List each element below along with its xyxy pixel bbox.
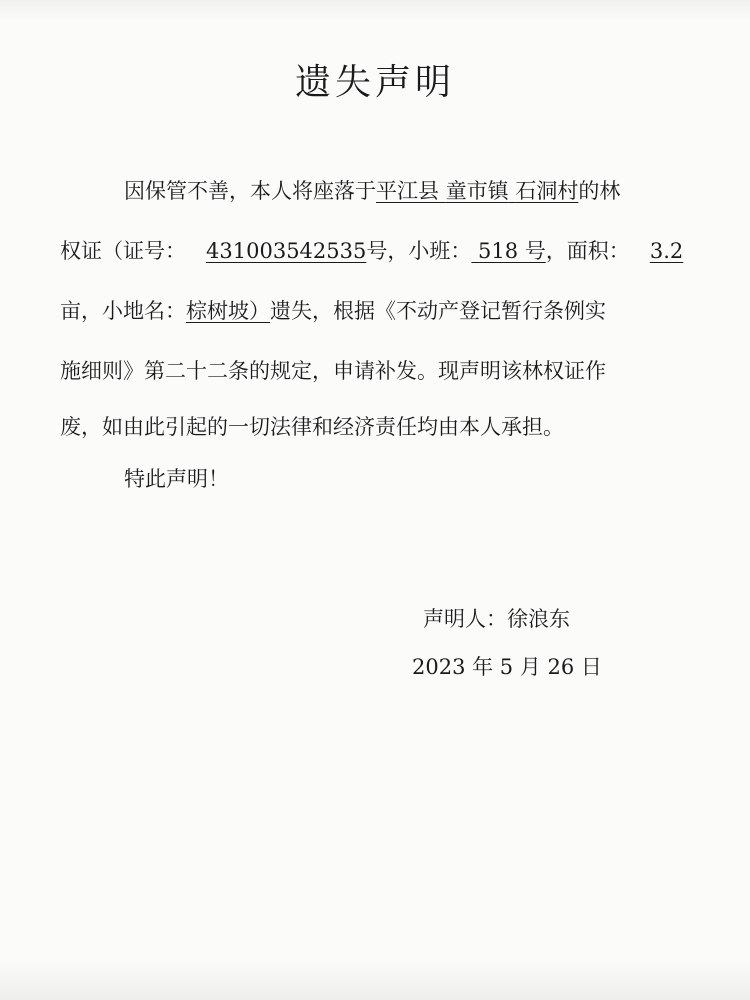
body-line-5: 废，如由此引起的一切法律和经济责任均由本人承担。 [60, 415, 564, 439]
underline-space [439, 179, 446, 203]
body-line-4: 施细则》第二十二条的规定，申请补发。现声明该林权证作 [60, 359, 606, 383]
town-name: 童市镇 [445, 179, 509, 203]
body-text: 因保管不善，本人将座落于 [124, 179, 376, 203]
body-text: 权证（证号： [60, 239, 186, 263]
declaration-date: 2023 年 5 月 26 日 [412, 655, 602, 679]
declarant-name: 徐浪东 [507, 607, 570, 631]
county-name: 平江县 [376, 179, 439, 203]
certificate-number: 431003542535 [206, 239, 367, 263]
body-line-2 [60, 236, 683, 266]
scan-shadow-bottom [0, 960, 750, 1000]
body-text: 的林 [578, 179, 621, 203]
closing-statement: 特此声明！ [124, 467, 229, 491]
body-line-3 [60, 296, 606, 326]
place-name: 棕树坡） [186, 299, 270, 323]
body-line-1 [124, 176, 620, 206]
body-text: ，面积： [545, 239, 630, 263]
body-text: 号，小班： [366, 239, 472, 263]
declarant-label: 声明人： [423, 607, 507, 631]
body-text: 亩，小地名： [60, 299, 186, 323]
declarant-signature [423, 604, 570, 634]
plot-number: 518 号 [471, 239, 546, 263]
area-value: 3.2 [649, 239, 684, 263]
document-title: 遗失声明 [294, 62, 455, 103]
scan-shadow-top [0, 0, 750, 20]
village-name: 石洞村 [515, 179, 579, 203]
body-text: 遗失，根据《不动产登记暂行条例实 [270, 299, 606, 323]
